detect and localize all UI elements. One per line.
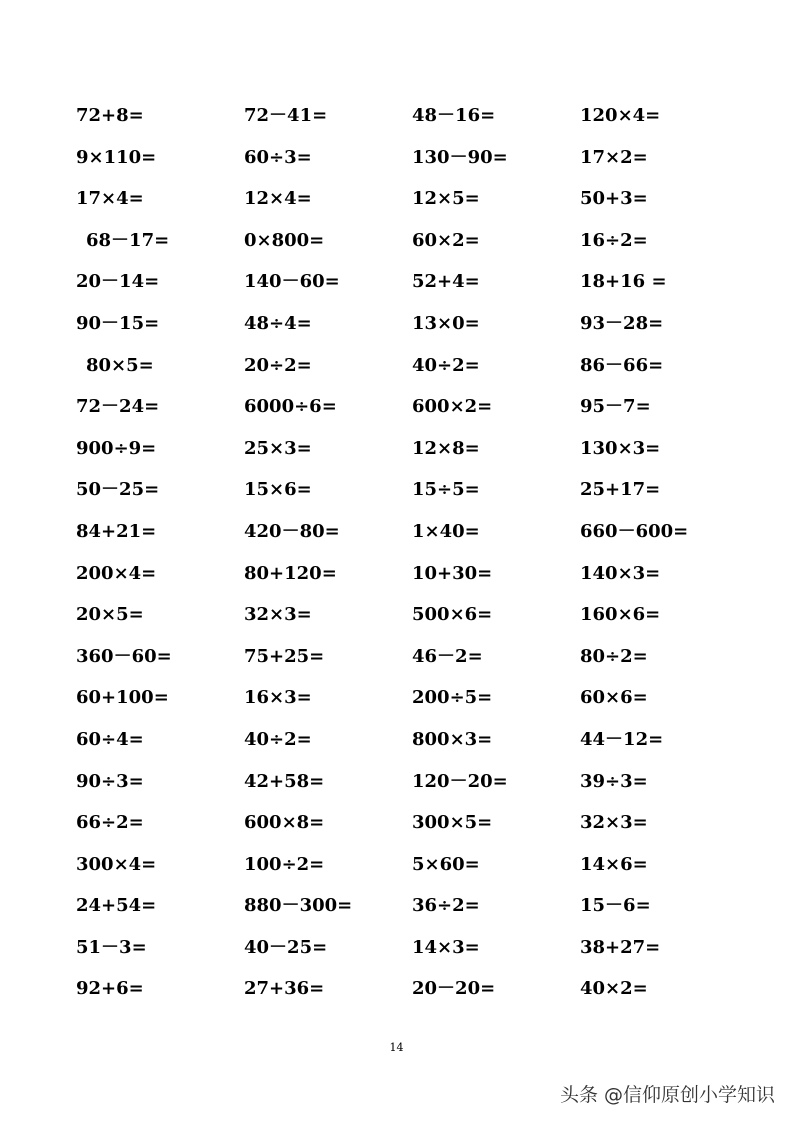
- exercise-item: 92+6=: [76, 978, 144, 1000]
- exercise-item: 72－24=: [76, 396, 160, 418]
- exercise-item: 80÷2=: [580, 645, 648, 667]
- exercise-item: 10+30=: [412, 562, 493, 584]
- exercise-item: 130×3=: [580, 437, 661, 459]
- exercise-row: [76, 96, 776, 138]
- exercise-row: [76, 720, 776, 762]
- exercise-item: 95－7=: [580, 396, 651, 418]
- exercise-item: 48－16=: [412, 105, 496, 126]
- exercise-item: 24+54=: [76, 895, 157, 917]
- exercise-row: [76, 304, 776, 346]
- exercise-item: 66÷2=: [76, 812, 144, 834]
- exercise-row: [76, 928, 776, 970]
- exercise-item: 75+25=: [244, 645, 325, 667]
- exercise-item: 44－12=: [580, 728, 664, 750]
- exercise-item: 9×110=: [76, 146, 157, 168]
- exercise-item: 14×3=: [412, 936, 480, 958]
- exercise-row: [76, 179, 776, 221]
- exercise-item: 18+16 =: [580, 271, 667, 293]
- exercise-item: 15－6=: [580, 895, 651, 917]
- exercise-item: 17×2=: [580, 146, 648, 168]
- exercise-item: 38+27=: [580, 936, 661, 958]
- exercise-item: 36÷2=: [412, 895, 480, 917]
- exercise-item: 60÷4=: [76, 728, 144, 750]
- exercise-item: 46－2=: [412, 645, 483, 667]
- exercise-item: 16÷2=: [580, 229, 648, 251]
- exercise-row: [76, 886, 776, 928]
- exercise-item: 140×3=: [580, 562, 661, 584]
- exercise-item: 42+58=: [244, 770, 325, 792]
- exercise-row: [76, 138, 776, 180]
- exercise-row: [76, 637, 776, 679]
- exercise-item: 140－60=: [244, 271, 340, 293]
- exercise-item: 12×5=: [412, 188, 480, 210]
- exercise-item: 40÷2=: [412, 354, 480, 376]
- exercise-row: [76, 470, 776, 512]
- exercise-item: 93－28=: [580, 312, 664, 334]
- exercise-row: [76, 678, 776, 720]
- exercise-row: [76, 595, 776, 637]
- exercise-row: [76, 803, 776, 845]
- exercise-row: [76, 387, 776, 429]
- exercise-item: 51－3=: [76, 936, 147, 958]
- exercise-item: 200×4=: [76, 562, 157, 584]
- exercise-item: 300×4=: [76, 853, 157, 875]
- exercise-item: 16×3=: [244, 687, 312, 709]
- exercise-item: 15÷5=: [412, 479, 480, 501]
- exercise-item: 80+120=: [244, 562, 337, 584]
- exercise-item: 6000÷6=: [244, 396, 337, 418]
- exercise-item: 420－80=: [244, 520, 340, 542]
- exercise-item: 90－15=: [76, 312, 160, 334]
- exercise-row: [76, 554, 776, 596]
- exercise-item: 120×4=: [580, 105, 661, 126]
- exercise-item: 5×60=: [412, 853, 480, 875]
- exercise-item: 130－90=: [412, 146, 508, 168]
- page-number: 14: [389, 1041, 404, 1054]
- exercise-item: 160×6=: [580, 604, 661, 626]
- exercise-item: 600×8=: [244, 812, 325, 834]
- exercise-item: 60+100=: [76, 687, 169, 709]
- exercise-item: 84+21=: [76, 520, 157, 542]
- exercise-item: 15×6=: [244, 479, 312, 501]
- exercise-item: 25×3=: [244, 437, 312, 459]
- exercise-item: 60×6=: [580, 687, 648, 709]
- exercise-item: 13×0=: [412, 312, 480, 334]
- exercise-item: 880－300=: [244, 895, 353, 917]
- exercise-row: [76, 512, 776, 554]
- exercise-row: [76, 969, 776, 1011]
- exercise-item: 120－20=: [412, 770, 508, 792]
- exercise-item: 600×2=: [412, 396, 493, 418]
- exercise-item: 1×40=: [412, 520, 480, 542]
- exercise-grid: [76, 96, 776, 1011]
- exercise-item: 20÷2=: [244, 354, 312, 376]
- exercise-item: 68－17=: [86, 229, 170, 251]
- exercise-item: 50－25=: [76, 479, 160, 501]
- exercise-item: 40－25=: [244, 936, 328, 958]
- exercise-item: 12×4=: [244, 188, 312, 210]
- exercise-item: 86－66=: [580, 354, 664, 376]
- exercise-item: 40÷2=: [244, 728, 312, 750]
- exercise-item: 800×3=: [412, 728, 493, 750]
- exercise-item: 14×6=: [580, 853, 648, 875]
- exercise-item: 900÷9=: [76, 437, 157, 459]
- exercise-row: [76, 262, 776, 304]
- exercise-item: 80×5=: [86, 354, 154, 376]
- exercise-item: 52+4=: [412, 271, 480, 293]
- exercise-item: 72－41=: [244, 105, 328, 126]
- exercise-item: 200÷5=: [412, 687, 493, 709]
- exercise-item: 27+36=: [244, 978, 325, 1000]
- exercise-item: 39÷3=: [580, 770, 648, 792]
- exercise-item: 20－20=: [412, 978, 496, 1000]
- exercise-item: 48÷4=: [244, 312, 312, 334]
- exercise-item: 72+8=: [76, 105, 144, 126]
- exercise-item: 40×2=: [580, 978, 648, 1000]
- exercise-item: 32×3=: [244, 604, 312, 626]
- watermark-text: 头条 @信仰原创小学知识: [559, 1084, 775, 1106]
- exercise-item: 360－60=: [76, 645, 172, 667]
- exercise-item: 20×5=: [76, 604, 144, 626]
- exercise-item: 17×4=: [76, 188, 144, 210]
- exercise-row: [76, 429, 776, 471]
- exercise-row: [76, 346, 776, 388]
- exercise-item: 500×6=: [412, 604, 493, 626]
- exercise-item: 50+3=: [580, 188, 648, 210]
- exercise-item: 0×800=: [244, 229, 325, 251]
- exercise-item: 20－14=: [76, 271, 160, 293]
- exercise-item: 60÷3=: [244, 146, 312, 168]
- exercise-item: 25+17=: [580, 479, 661, 501]
- exercise-item: 660－600=: [580, 520, 689, 542]
- exercise-item: 12×8=: [412, 437, 480, 459]
- exercise-row: [76, 762, 776, 804]
- exercise-item: 300×5=: [412, 812, 493, 834]
- exercise-item: 60×2=: [412, 229, 480, 251]
- exercise-item: 90÷3=: [76, 770, 144, 792]
- exercise-item: 32×3=: [580, 812, 648, 834]
- exercise-row: [76, 221, 776, 263]
- exercise-item: 100÷2=: [244, 853, 325, 875]
- exercise-row: [76, 845, 776, 887]
